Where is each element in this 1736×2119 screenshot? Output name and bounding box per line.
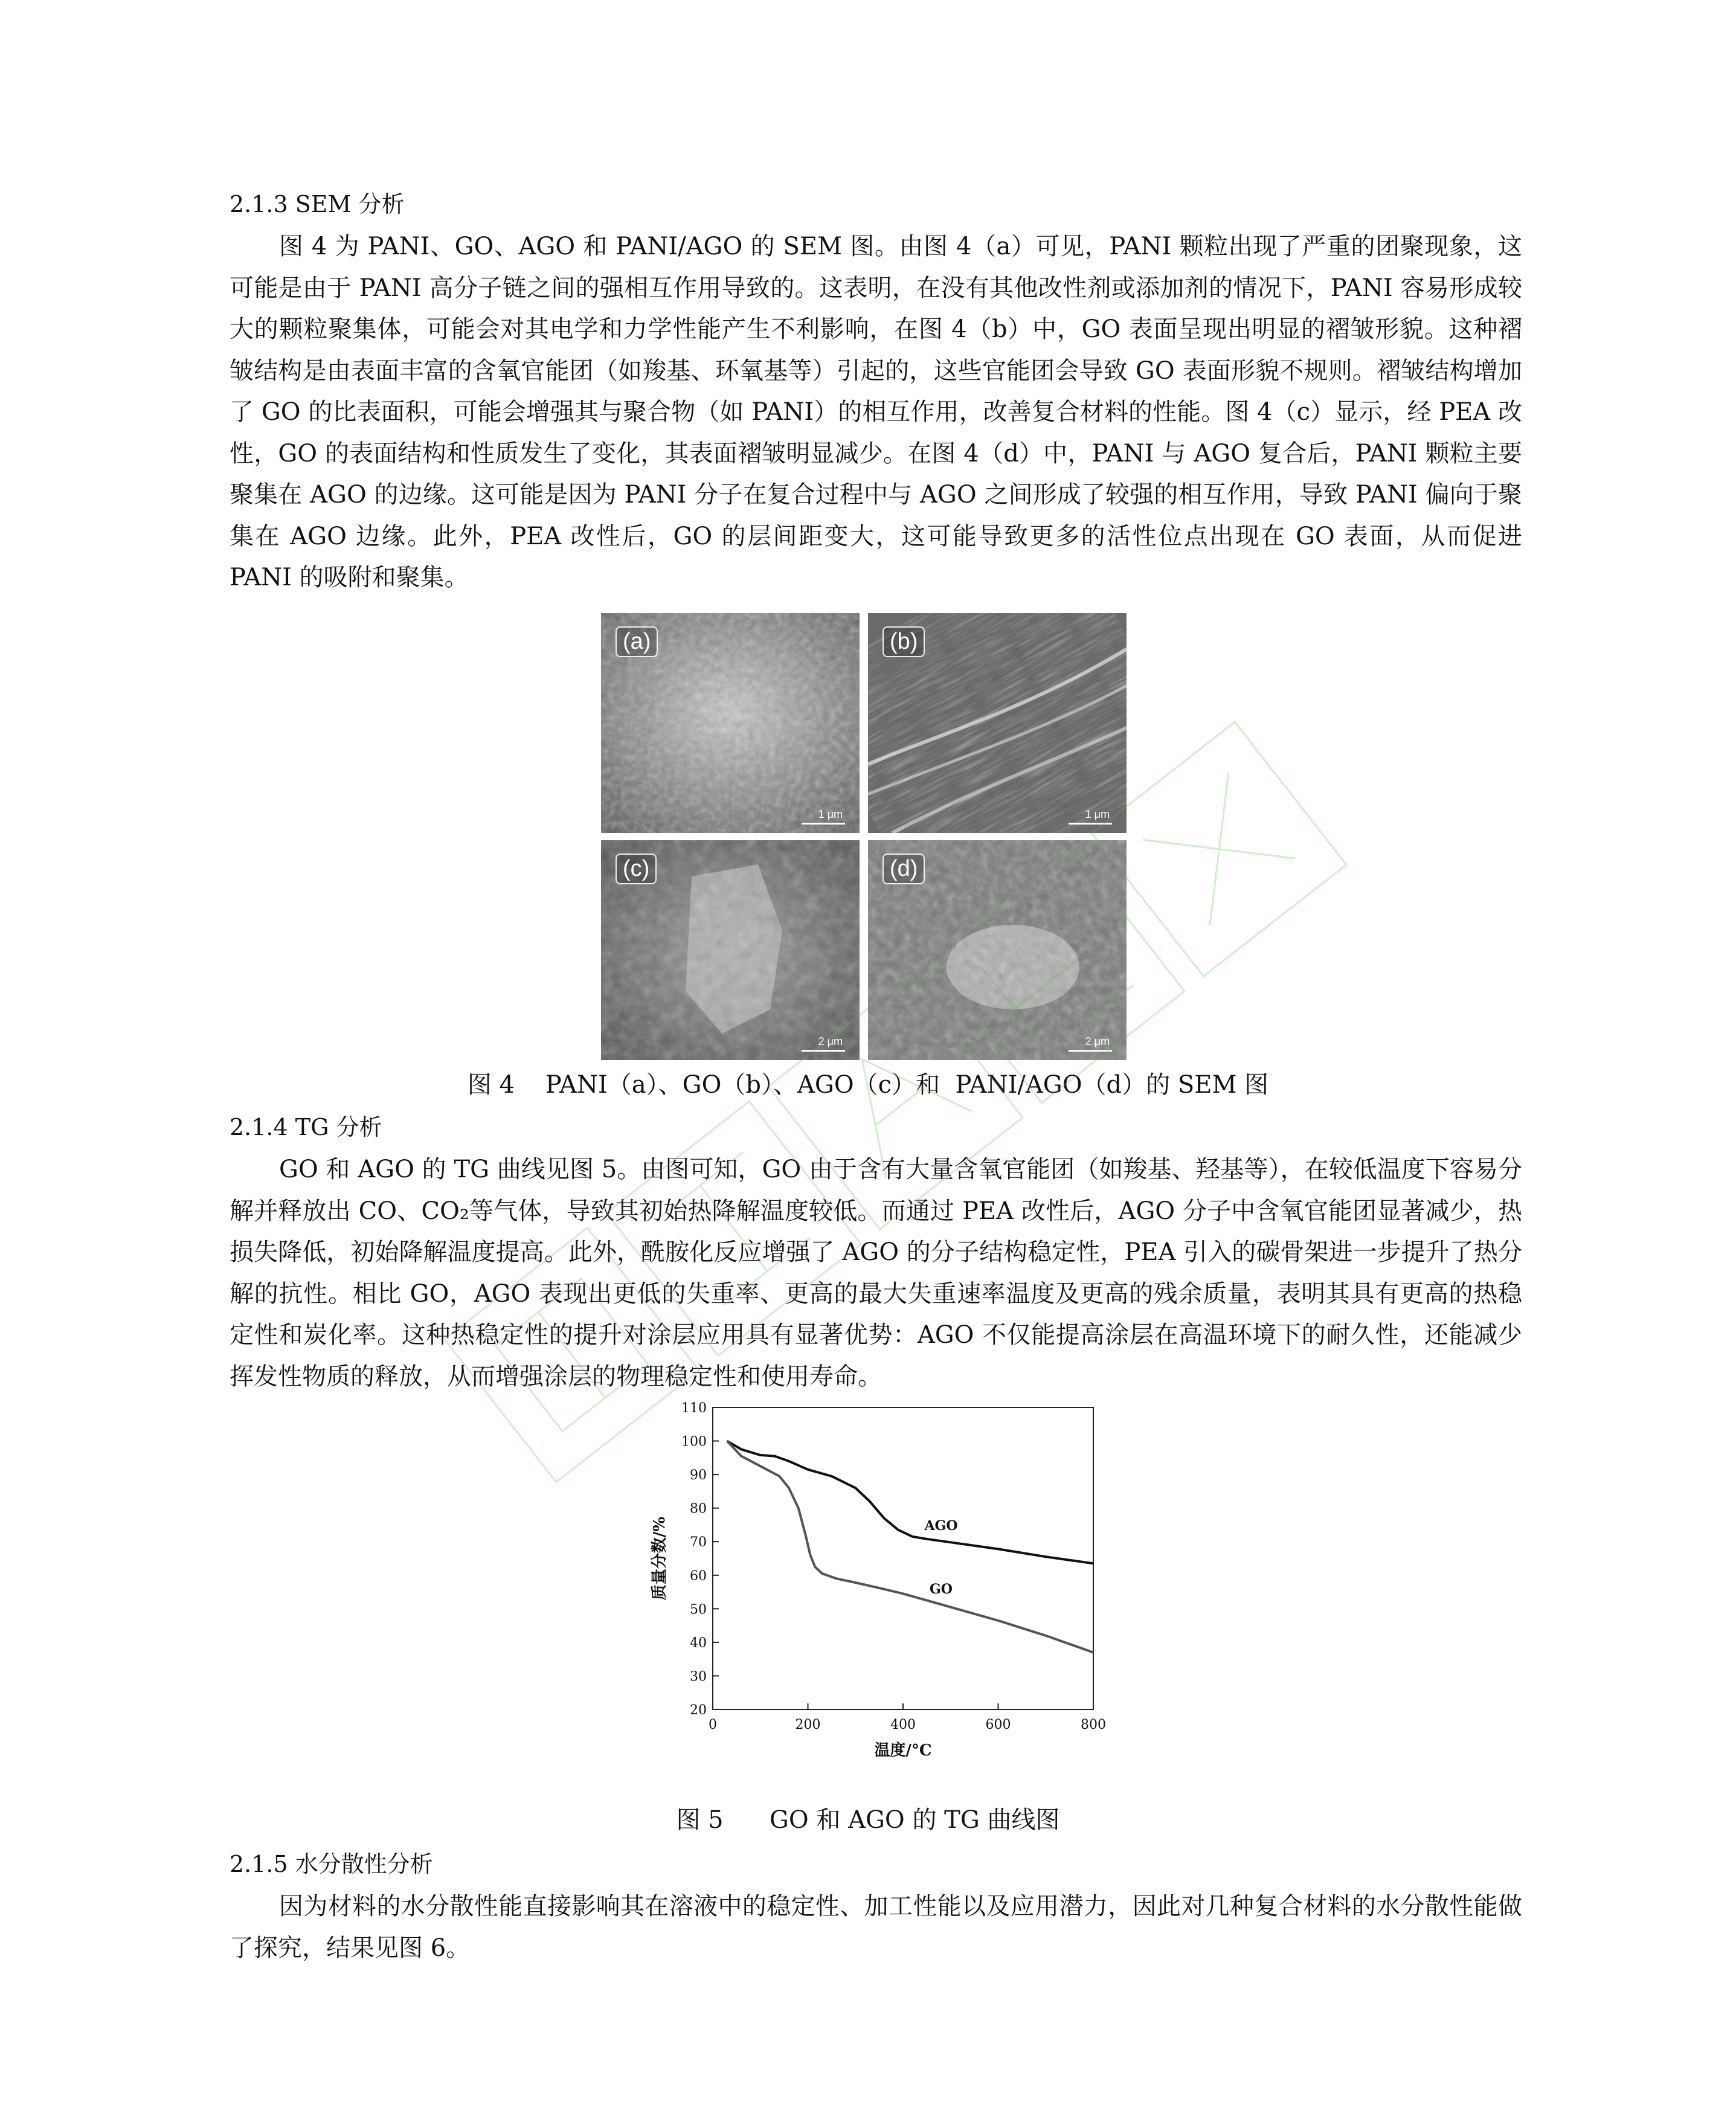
panel-label-c: (c): [616, 854, 657, 884]
paragraph-water: 因为材料的水分散性能直接影响其在溶液中的稳定性、加工性能以及应用潜力，因此对几种复合材料的水分散性能做了探究，结果见图 6。: [230, 1892, 1522, 1962]
figure5-caption: 图 5 GO 和 AGO 的 TG 曲线图: [676, 1806, 1060, 1834]
tg-chart: [628, 1395, 1117, 1794]
paragraph-sem: 图 4 为 PANI、GO、AGO 和 PANI/AGO 的 SEM 图。由图 4（a）可见，PANI 颗粒出现了严重的团聚现象，这可能是由于 PANI 高分子链之间的强相互作用导致的。这表明，在没有其他改性剂或添加剂的情况下，PANI 容易形成较大的颗粒聚集体，可能会对其电学和力学性能产生不利影响，在图 4（b）中，GO 表面呈现出明显的褶皱形貌。这种褶皱结构是由表面丰富的含氧官能团（如羧基、环氧基等）引起的，这些官能团会导致 GO 表面形貌不规则。褶皱结构增加了 GO 的比表面积，可能会增强其与聚合物（如 PANI）的相互作用，改善复合材料的性能。图 4（c）显示，经 PEA 改性，GO 的表面结构和性质发生了变化，其表面褶皱明显减少。在图 4（d）中，PANI 与 AGO 复合后，PANI 颗粒主要聚集在 AGO 的边缘。这可能是因为 PANI 分子在复合过程中与 AGO 之间形成了较强的相互作用，导致 PANI 偏向于聚集在 AGO 边缘。此外，PEA 改性后，GO 的层间距变大，这可能导致更多的活性位点出现在 GO 表面，从而促进 PANI 的吸附和聚集。: [230, 233, 1522, 591]
y-axis-label: 质量分数/%: [651, 1516, 669, 1601]
y-tick-label-9: 110: [681, 1401, 707, 1416]
y-tick-label-0: 20: [690, 1703, 707, 1718]
sem-figure: [601, 613, 1127, 1060]
section-heading-tg: 2.1.4 TG 分析: [230, 1114, 382, 1140]
y-tick-label-2: 40: [690, 1635, 707, 1651]
series-label-go: GO: [930, 1581, 953, 1598]
sem-panel-b: [868, 613, 1127, 833]
x-axis-label: 温度/°C: [874, 1741, 932, 1760]
y-tick-label-8: 100: [681, 1434, 707, 1450]
series-label-ago: AGO: [924, 1518, 958, 1534]
scale-bar-line-c: [802, 1050, 845, 1052]
scale-bar-a: 1 μm: [818, 808, 843, 820]
y-tick-label-6: 80: [690, 1501, 707, 1517]
panel-label-a: (a): [616, 626, 658, 657]
series-line-go: [727, 1441, 1093, 1653]
panel-label-d: (d): [882, 854, 925, 884]
x-tick-label-0: 0: [709, 1717, 717, 1732]
scale-bar-line-d: [1069, 1050, 1112, 1052]
figure4-caption: 图 4 PANI（a）、GO（b）、AGO（c）和 PANI/AGO（d）的 SEM 图: [467, 1071, 1269, 1099]
scale-bar-c: 2 μm: [818, 1035, 843, 1047]
x-tick-label-1: 200: [795, 1717, 821, 1732]
y-tick-label-5: 70: [690, 1535, 707, 1551]
scale-bar-d: 2 μm: [1085, 1035, 1110, 1047]
x-tick-label-4: 800: [1081, 1717, 1106, 1732]
scale-bar-line-b: [1069, 823, 1112, 825]
y-tick-label-4: 60: [690, 1568, 707, 1584]
scale-bar-line-a: [802, 823, 845, 825]
series-line-ago: [727, 1441, 1093, 1564]
x-tick-label-2: 400: [890, 1717, 916, 1732]
y-tick-label-3: 50: [690, 1602, 707, 1618]
sem-panel-c: [601, 840, 860, 1060]
section-heading-sem: 2.1.3 SEM 分析: [230, 191, 405, 217]
panel-label-b: (b): [882, 626, 925, 657]
y-tick-label-1: 30: [690, 1669, 707, 1685]
y-tick-label-7: 90: [690, 1468, 707, 1484]
paragraph-tg: GO 和 AGO 的 TG 曲线见图 5。由图可知，GO 由于含有大量含氧官能团（如羧基、羟基等），在较低温度下容易分解并释放出 CO、CO₂等气体，导致其初始热降解温度较低。而通过 PEA 改性后，AGO 分子中含氧官能团显著减少，热损失降低，初始降解温度提高。此外，酰胺化反应增强了 AGO 的分子结构稳定性，PEA 引入的碳骨架进一步提升了热分解的抗性。相比 GO，AGO 表现出更低的失重率、更高的最大失重速率温度及更高的残余质量，表明其具有更高的热稳定性和炭化率。这种热稳定性的提升对涂层应用具有显著优势：AGO 不仅能提高涂层在高温环境下的耐久性，还能减少挥发性物质的释放，从而增强涂层的物理稳定性和使用寿命。: [230, 1156, 1522, 1391]
section-heading-water: 2.1.5 水分散性分析: [230, 1851, 433, 1877]
sem-panel-d: [868, 840, 1127, 1060]
x-tick-label-3: 600: [985, 1717, 1011, 1732]
plot-frame: [713, 1407, 1093, 1709]
scale-bar-b: 1 μm: [1085, 808, 1110, 820]
sem-panel-a: [601, 613, 860, 833]
